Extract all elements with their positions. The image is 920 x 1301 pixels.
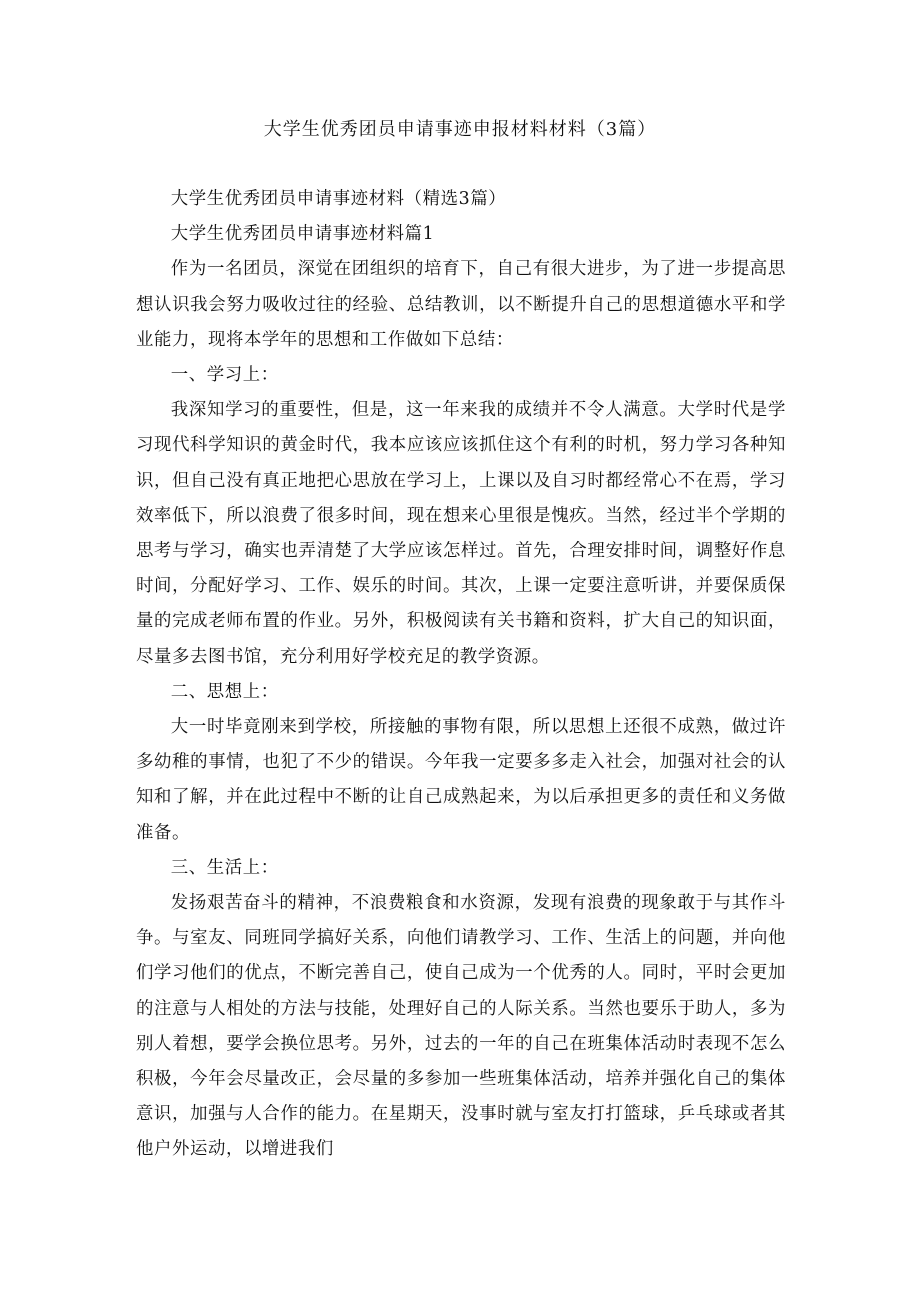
life-paragraph: 发扬艰苦奋斗的精神，不浪费粮食和水资源，发现有浪费的现象敢于与其作斗争。与室友、同班同学搞好关系，向他们请教学习、工作、生活上的问题，并向他们学习他们的优点，不断完善自己，使自己成为一个优秀的人。同时，平时会更加的注意与人相处的方法与技能，处理好自己的人际关系。当然也要乐于助人，多为别人着想，要学会换位思考。另外，过去的一年的自己在班集体活动时表现不怎么积极，今年会尽量改正，会尽量的多参加一些班集体活动，培养并强化自己的集体意识，加强与人合作的能力。在星期天，没事时就与室友打打篮球，乒乓球或者其他户外运动，以增进我们 — [136, 893, 786, 1160]
document-body — [136, 182, 786, 1168]
thought-heading: 二、思想上： — [170, 681, 279, 702]
intro-paragraph: 作为一名团员，深觉在团组织的培育下，自己有很大进步，为了进一步提高思想认识我会努力吸收过往的经验、总结教训，以不断提升自己的思想道德水平和学业能力，现将本学年的思想和工作做如下总结： — [136, 259, 786, 350]
life-heading: 三、生活上： — [170, 857, 279, 878]
study-heading: 一、学习上： — [170, 365, 279, 386]
thought-paragraph: 大一时毕竟刚来到学校，所接触的事物有限，所以思想上还很不成熟，做过许多幼稚的事情，也犯了不少的错误。今年我一定要多多走入社会，加强对社会的认知和了解，并在此过程中不断的让自己成熟起来，为以后承担更多的责任和义务做准备。 — [136, 717, 786, 843]
document-title: 大学生优秀团员申请事迹申报材料材料（3篇） — [263, 119, 657, 140]
section-heading: 大学生优秀团员申请事迹材料篇1 — [170, 224, 435, 245]
document-subtitle: 大学生优秀团员申请事迹材料（精选3篇） — [170, 189, 507, 209]
study-paragraph: 我深知学习的重要性，但是，这一年来我的成绩并不令人满意。大学时代是学习现代科学知识的黄金时代，我本应该应该抓住这个有利的时机，努力学习各种知识，但自己没有真正地把心思放在学习上，上课以及自习时都经常心不在焉，学习效率低下，所以浪费了很多时间，现在想来心里很是愧疚。当然，经过半个学期的思考与学习，确实也弄清楚了大学应该怎样过。首先，合理安排时间，调整好作息时间，分配好学习、工作、娱乐的时间。其次，上课一定要注意听讲，并要保质保量的完成老师布置的作业。另外，积极阅读有关书籍和资料，扩大自己的知识面，尽量多去图书馆，充分利用好学校充足的教学资源。 — [136, 400, 786, 667]
